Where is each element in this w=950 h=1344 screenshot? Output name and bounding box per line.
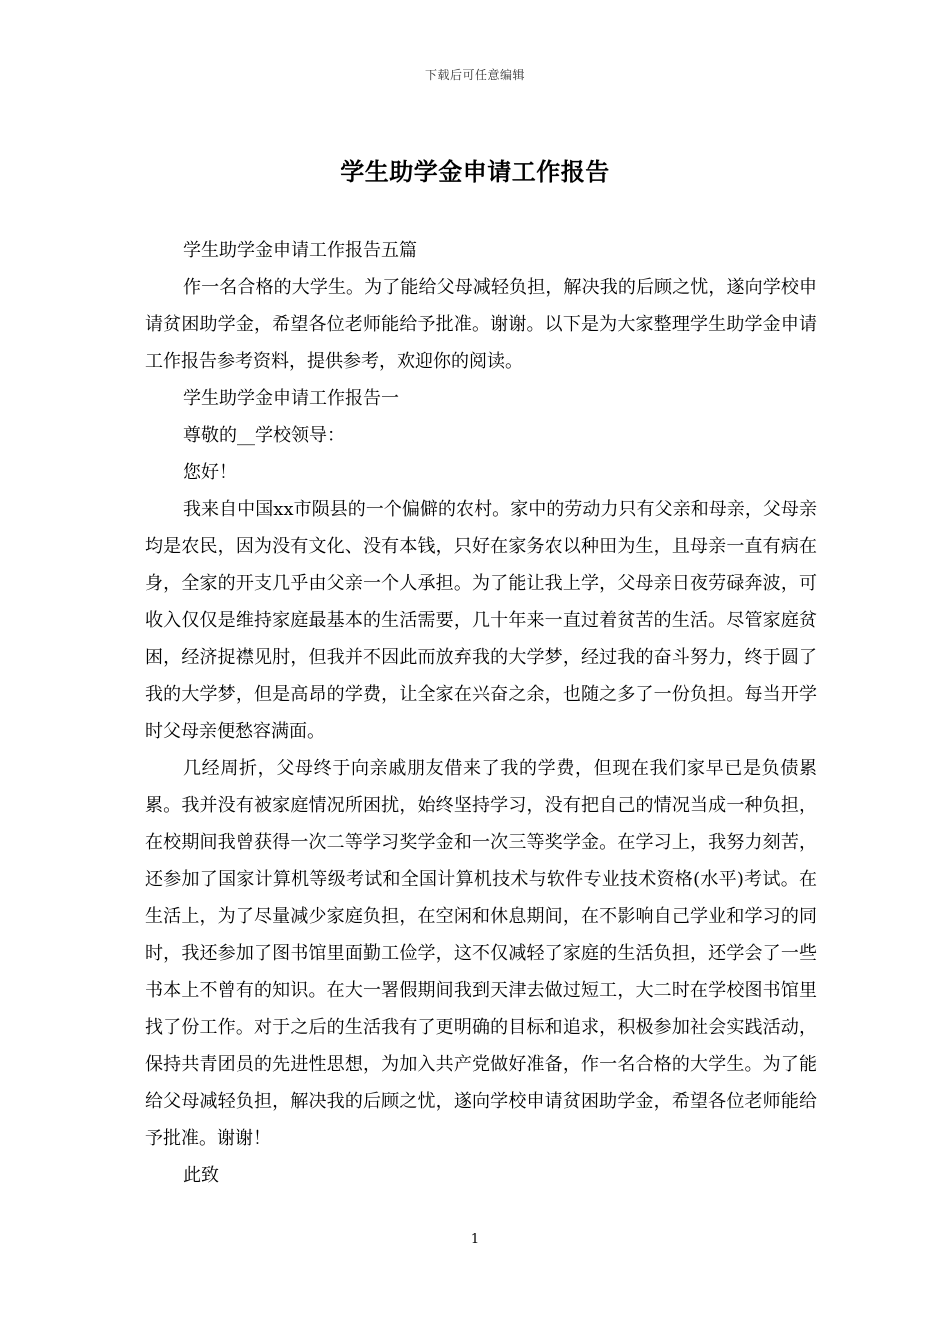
paragraph-intro: 作一名合格的大学生。为了能给父母减轻负担，解决我的后顾之忧，遂向学校申请贫困助学金，希望各位老师能给予批准。谢谢。以下是为大家整理学生助学金申请工作报告参考资料，提供参考，欢迎你的阅读。 (145, 277, 817, 372)
paragraph-body: 我来自中国xx市陨县的一个偏僻的农村。家中的劳动力只有父亲和母亲，父母亲均是农民，因为没有文化、没有本钱，只好在家务农以种田为生，且母亲一直有病在身，全家的开支几乎由父亲一个人承担。为了能让我上学，父母亲日夜劳碌奔波，可收入仅仅是维持家庭最基本的生活需要，几十年来一直过着贫苦的生活。尽管家庭贫困，经济捉襟见肘，但我并不因此而放弃我的大学梦，经过我的奋斗努力，终于圆了我的大学梦，但是高昂的学费，让全家在兴奋之余，也随之多了一份负担。每当开学时父母亲便愁容满面。 (145, 499, 817, 742)
document-title: 学生助学金申请工作报告 (340, 157, 610, 186)
paragraph-section-heading: 学生助学金申请工作报告一 (183, 388, 399, 409)
paragraph-closing: 此致 (183, 1165, 219, 1186)
paragraph-greeting: 您好！ (183, 462, 237, 483)
paragraph-subtitle: 学生助学金申请工作报告五篇 (183, 240, 417, 261)
header-note: 下载后可任意编辑 (424, 68, 525, 82)
paragraph-body: 几经周折，父母终于向亲戚朋友借来了我的学费，但现在我们家早已是负债累累。我并没有被家庭情况所困扰，始终坚持学习，没有把自己的情况当成一种负担，在校期间我曾获得一次二等学习奖学金和一次三等奖学金。在学习上，我努力刻苦，还参加了国家计算机等级考试和全国计算机技术与软件专业技术资格(水平)考试。在生活上，为了尽量减少家庭负担，在空闲和休息期间，在不影响自己学业和学习的同时，我还参加了图书馆里面勤工俭学，这不仅减轻了家庭的生活负担，还学会了一些书本上不曾有的知识。在大一署假期间我到天津去做过短工，大二时在学校图书馆里找了份工作。对于之后的生活我有了更明确的目标和追求，积极参加社会实践活动，保持共青团员的先进性思想，为加入共产党做好准备，作一名合格的大学生。为了能给父母减轻负担，解决我的后顾之忧，遂向学校申请贫困助学金，希望各位老师能给予批准。谢谢！ (145, 758, 817, 1149)
paragraph-salutation: 尊敬的__学校领导： (183, 425, 345, 446)
page-number: 1 (470, 1232, 480, 1247)
document-body (145, 232, 817, 1194)
